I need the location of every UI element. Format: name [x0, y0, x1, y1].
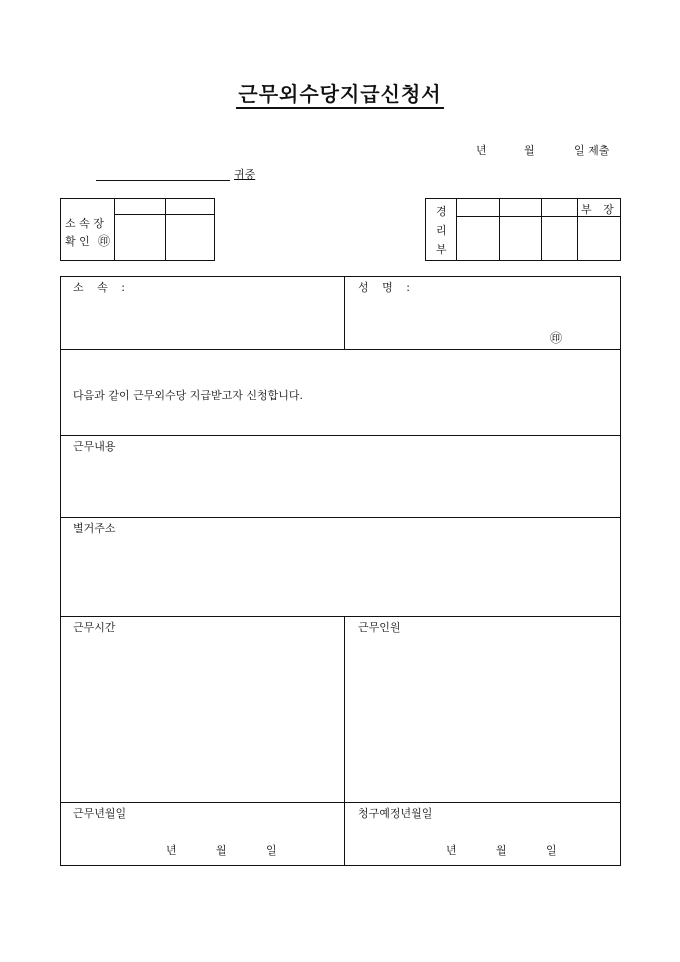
- submit-day: 일 제출: [574, 144, 610, 157]
- affiliation-field-label: 소 속 :: [73, 281, 125, 294]
- work-date-year: 년: [166, 844, 177, 857]
- accounting-label-3: 부: [436, 243, 447, 256]
- submit-year: 년: [476, 144, 487, 157]
- department-head-label: 부 장: [581, 203, 618, 216]
- accounting-label-2: 리: [436, 224, 447, 237]
- accounting-approval-box: [425, 198, 621, 261]
- document-title: 근무외수당지급신청서: [0, 78, 680, 107]
- claim-date-day: 일: [546, 844, 557, 857]
- submit-month: 월: [524, 144, 535, 157]
- claim-date-label: 청구예정년월일: [358, 807, 433, 820]
- separate-address-label: 별거주소: [73, 522, 116, 535]
- work-date-month: 월: [216, 844, 227, 857]
- work-personnel-label: 근무인원: [358, 621, 401, 634]
- work-content-label: 근무내용: [73, 440, 116, 453]
- recipient-line: [96, 180, 230, 181]
- accounting-label-1: 경: [436, 205, 447, 218]
- main-form-table: [60, 276, 621, 866]
- statement-text: 다음과 같이 근무외수당 지급받고자 신청합니다.: [73, 389, 304, 402]
- work-hours-label: 근무시간: [73, 621, 116, 634]
- affiliation-confirm-label: 확 인: [65, 235, 90, 248]
- affiliation-seal-icon: ㊞: [98, 234, 111, 248]
- name-seal-icon: ㊞: [550, 331, 563, 345]
- claim-date-year: 년: [446, 844, 457, 857]
- recipient-label: 귀중: [234, 168, 256, 181]
- name-field-label: 성 명 :: [358, 281, 410, 294]
- work-date-label: 근무년월일: [73, 807, 127, 820]
- affiliation-head-label: 소 속 장: [65, 217, 104, 230]
- affiliation-head-approval-box: [60, 198, 215, 261]
- work-date-day: 일: [266, 844, 277, 857]
- claim-date-month: 월: [496, 844, 507, 857]
